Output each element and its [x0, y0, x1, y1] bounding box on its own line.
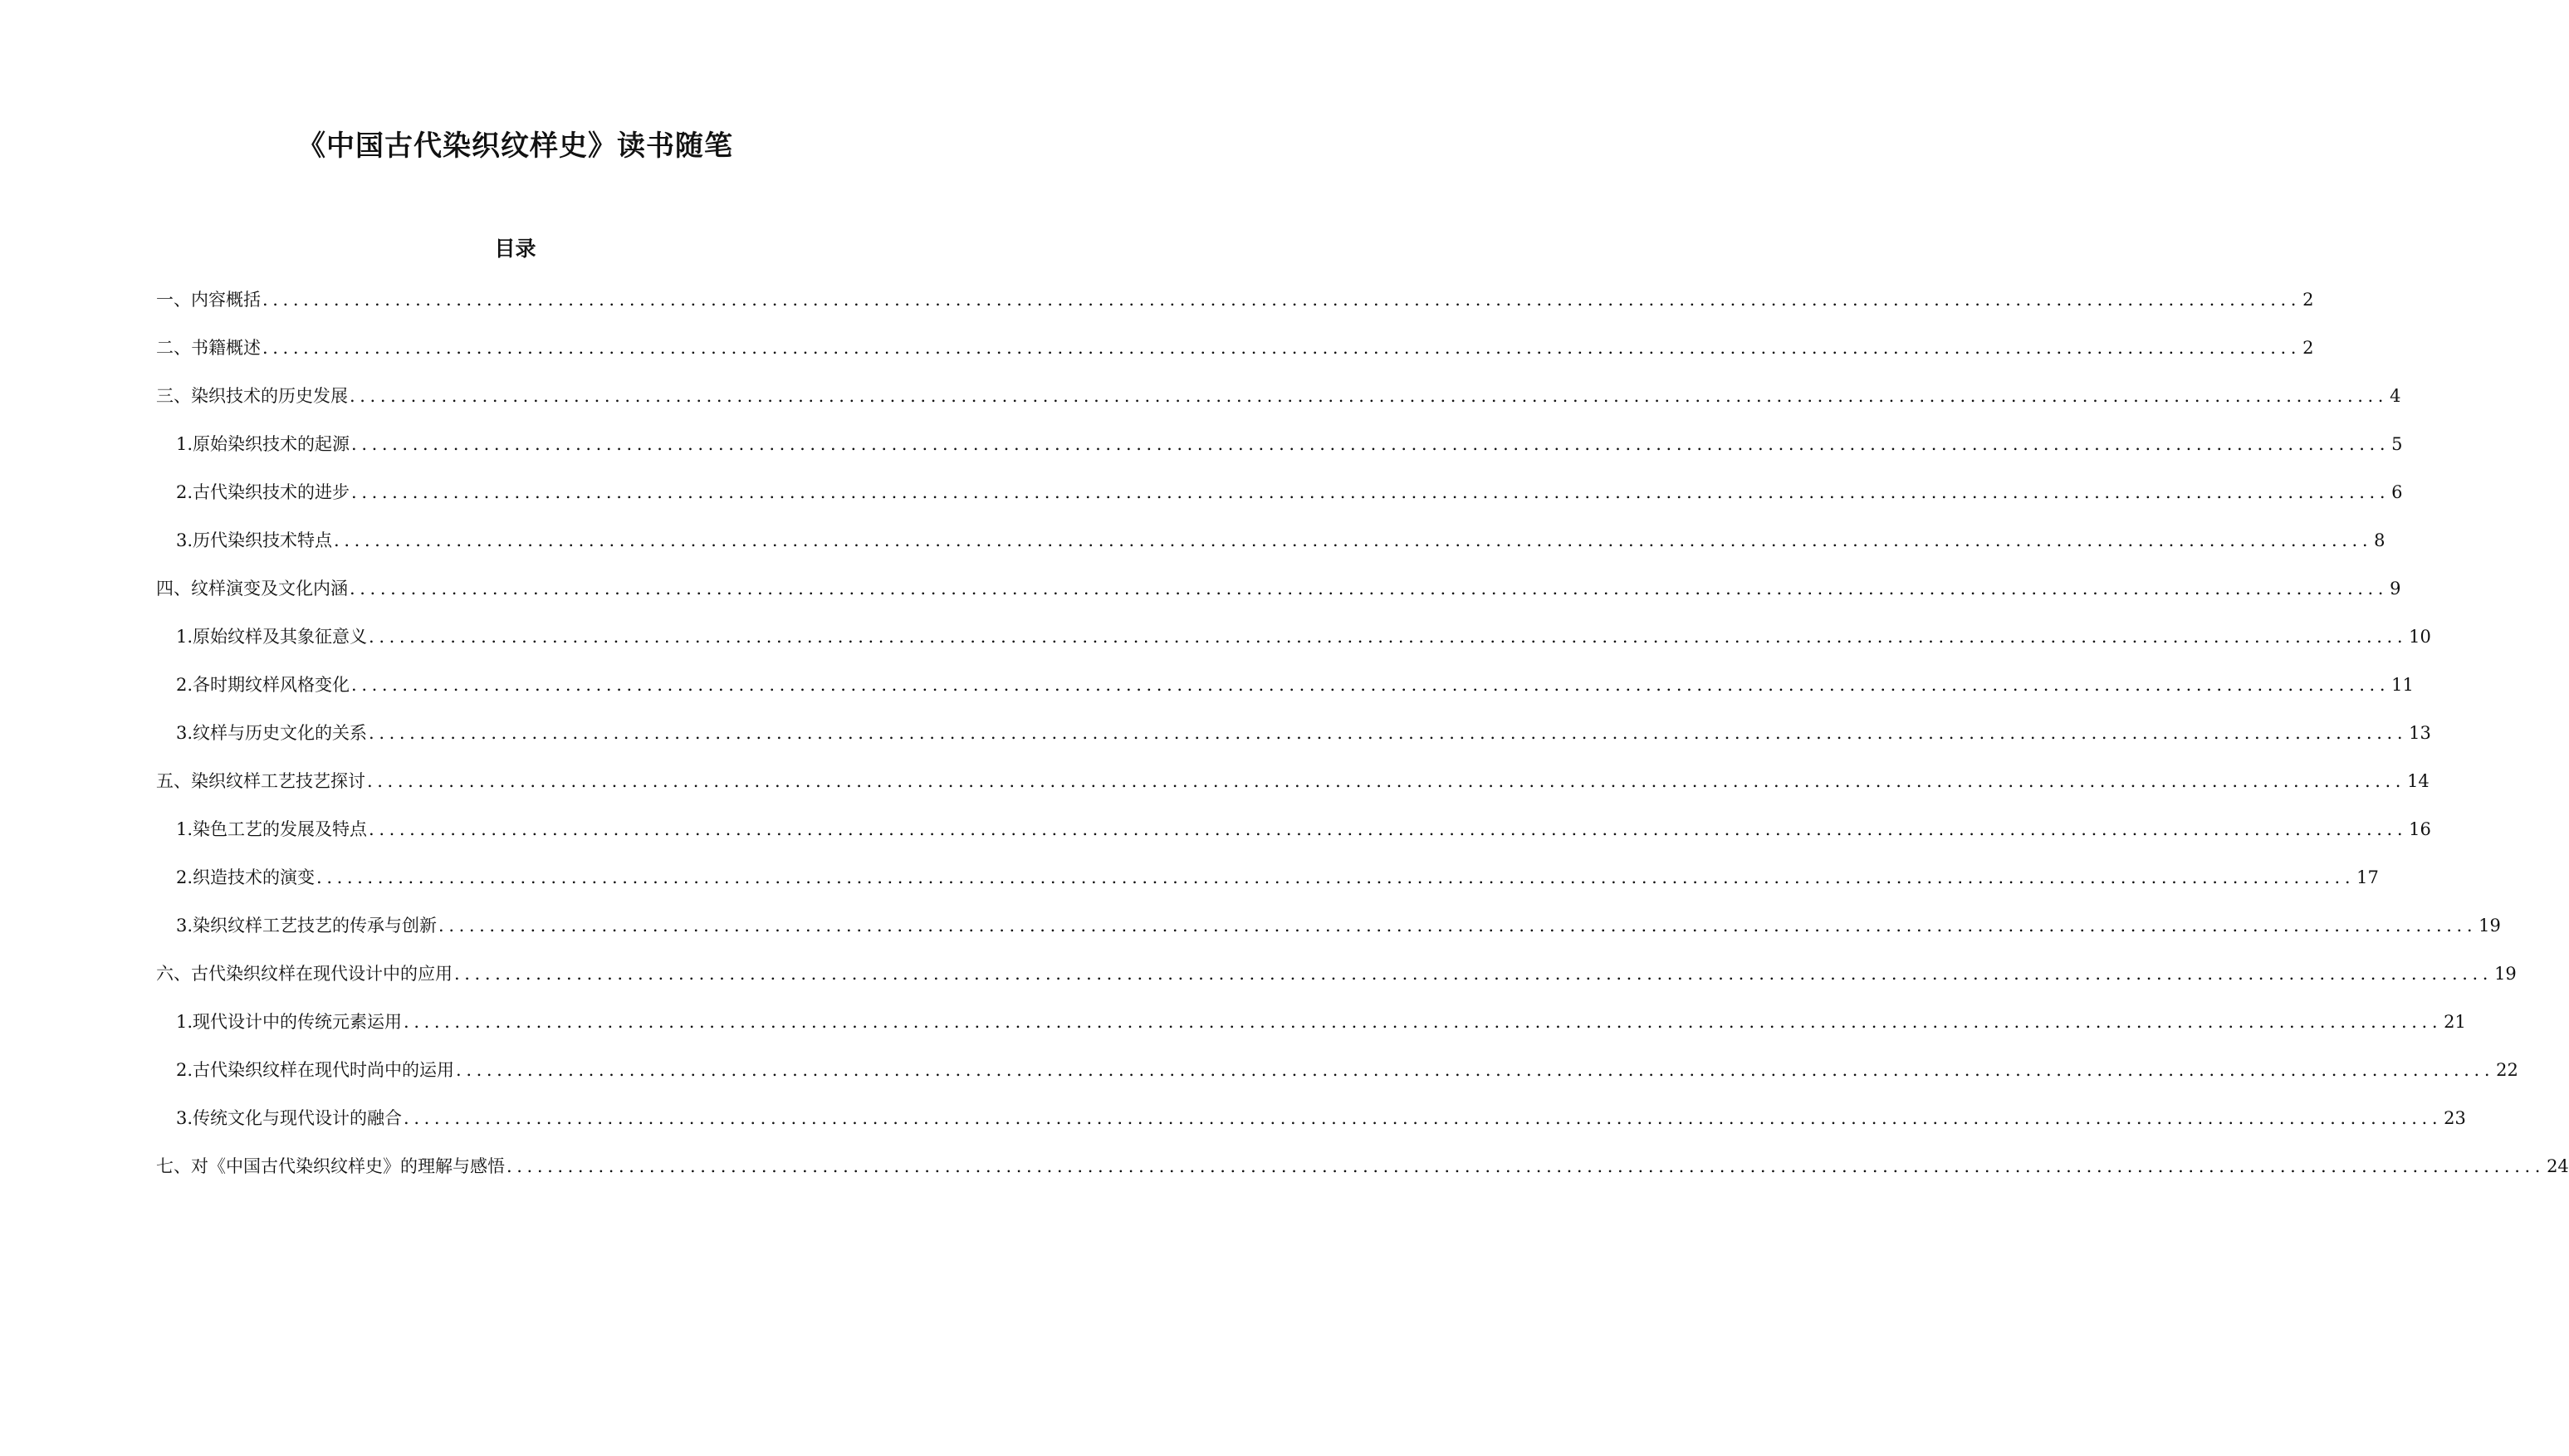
toc-entry-page-number: 22 — [2496, 1060, 2518, 1080]
toc-entry-number: 1. — [176, 1012, 193, 1032]
toc-entry[interactable] — [156, 576, 2401, 601]
toc-heading: 目录 — [494, 237, 536, 261]
toc-entry-page-number: 19 — [2478, 916, 2501, 936]
toc-entry-title: 各时期纹样风格变化 — [193, 675, 350, 695]
toc-dot-leader: ........................................................................................................................................................................................................ — [454, 964, 2493, 984]
toc-entry-title: 五、染织纹样工艺技艺探讨 — [156, 771, 365, 791]
toc-entry-page-number: 8 — [2374, 530, 2386, 550]
toc-dot-leader: ........................................................................................................................................................................................................ — [506, 1156, 2546, 1176]
toc-entry-title: 染织纹样工艺技艺的传承与创新 — [193, 916, 438, 936]
toc-entry-title: 古代染织纹样在现代时尚中的运用 — [193, 1060, 455, 1080]
toc-dot-leader: ........................................................................................................................................................................................................ — [369, 723, 2408, 743]
toc-entry-page-number: 10 — [2409, 627, 2431, 647]
toc-dot-leader: ........................................................................................................................................................................................................ — [334, 530, 2373, 550]
document-title: 《中国古代染织纹样史》读书随笔 — [297, 129, 733, 163]
toc-dot-leader: ........................................................................................................................................................................................................ — [350, 386, 2389, 406]
toc-entry-page-number: 13 — [2409, 723, 2431, 743]
toc-entry-title: 染色工艺的发展及特点 — [193, 819, 368, 839]
toc-entry-page-number: 23 — [2444, 1108, 2466, 1128]
toc-entry[interactable] — [176, 528, 2386, 553]
toc-entry-page-number: 5 — [2391, 434, 2403, 454]
toc-entry-number: 2. — [176, 675, 193, 695]
toc-dot-leader: ........................................................................................................................................................................................................ — [456, 1060, 2495, 1080]
toc-entry-number: 3. — [176, 530, 193, 550]
toc-entry[interactable] — [156, 961, 2517, 986]
toc-entry-page-number: 4 — [2390, 386, 2401, 406]
toc-entry-title: 现代设计中的传统元素运用 — [193, 1012, 403, 1032]
toc-dot-leader: ........................................................................................................................................................................................................ — [438, 916, 2478, 936]
toc-dot-leader: ........................................................................................................................................................................................................ — [351, 434, 2390, 454]
toc-entry-title: 二、书籍概述 — [156, 338, 261, 358]
toc-entry-page-number: 6 — [2391, 482, 2403, 502]
toc-dot-leader: ........................................................................................................................................................................................................ — [367, 771, 2406, 791]
toc-entry-page-number: 2 — [2302, 338, 2314, 358]
toc-entry-page-number: 9 — [2390, 579, 2401, 599]
toc-entry-page-number: 11 — [2391, 675, 2414, 695]
toc-entry-title: 织造技术的演变 — [193, 867, 316, 887]
toc-entry-number: 3. — [176, 723, 193, 743]
toc-dot-leader: ........................................................................................................................................................................................................ — [369, 819, 2408, 839]
toc-entry[interactable] — [156, 335, 2314, 360]
toc-dot-leader: ........................................................................................................................................................................................................ — [350, 579, 2389, 599]
toc-entry-number: 3. — [176, 1108, 193, 1128]
toc-entry-title: 六、古代染织纹样在现代设计中的应用 — [156, 964, 453, 984]
toc-dot-leader: ........................................................................................................................................................................................................ — [351, 482, 2390, 502]
toc-entry-title: 传统文化与现代设计的融合 — [193, 1108, 403, 1128]
toc-entry-page-number: 17 — [2356, 867, 2379, 887]
toc-entry[interactable] — [176, 432, 2403, 457]
toc-entry[interactable] — [156, 769, 2430, 794]
toc-entry-number: 1. — [176, 819, 193, 839]
toc-dot-leader: ........................................................................................................................................................................................................ — [262, 290, 2302, 310]
toc-entry-title: 七、对《中国古代染织纹样史》的理解与感悟 — [156, 1156, 505, 1176]
toc-entry-page-number: 2 — [2302, 290, 2314, 310]
toc-entry-number: 1. — [176, 627, 193, 647]
toc-entry-number: 3. — [176, 916, 193, 936]
toc-entry-number: 2. — [176, 482, 193, 502]
toc-entry-number: 2. — [176, 867, 193, 887]
toc-entry[interactable] — [176, 624, 2431, 649]
toc-entry-number: 1. — [176, 434, 193, 454]
toc-dot-leader: ........................................................................................................................................................................................................ — [404, 1108, 2443, 1128]
toc-entry-page-number: 21 — [2444, 1012, 2466, 1032]
toc-dot-leader: ........................................................................................................................................................................................................ — [404, 1012, 2443, 1032]
toc-entry[interactable] — [176, 721, 2431, 745]
toc-entry-title: 原始纹样及其象征意义 — [193, 627, 368, 647]
toc-entry[interactable] — [176, 817, 2431, 842]
toc-entry-title: 三、染织技术的历史发展 — [156, 386, 348, 406]
toc-entry[interactable] — [176, 913, 2501, 938]
toc-dot-leader: ........................................................................................................................................................................................................ — [316, 867, 2356, 887]
toc-entry[interactable] — [176, 1058, 2518, 1082]
toc-entry-title: 原始染织技术的起源 — [193, 434, 350, 454]
toc-entry-title: 一、内容概括 — [156, 290, 261, 310]
toc-entry[interactable] — [156, 1154, 2569, 1179]
toc-entry-title: 四、纹样演变及文化内涵 — [156, 579, 348, 599]
toc-entry[interactable] — [156, 287, 2314, 312]
toc-entry[interactable] — [176, 672, 2414, 697]
toc-dot-leader: ........................................................................................................................................................................................................ — [351, 675, 2390, 695]
toc-entry-page-number: 16 — [2409, 819, 2431, 839]
toc-dot-leader: ........................................................................................................................................................................................................ — [369, 627, 2408, 647]
toc-entry[interactable] — [156, 384, 2401, 408]
toc-entry-page-number: 24 — [2547, 1156, 2569, 1176]
toc-entry-number: 2. — [176, 1060, 193, 1080]
toc-entry-page-number: 14 — [2407, 771, 2430, 791]
toc-entry[interactable] — [176, 1009, 2466, 1034]
toc-dot-leader: ........................................................................................................................................................................................................ — [262, 338, 2302, 358]
toc-entry[interactable] — [176, 1106, 2466, 1131]
toc-entry-title: 纹样与历史文化的关系 — [193, 723, 368, 743]
toc-entry[interactable] — [176, 480, 2403, 505]
toc-entry-title: 古代染织技术的进步 — [193, 482, 350, 502]
toc-entry-page-number: 19 — [2494, 964, 2517, 984]
toc-entry-title: 历代染织技术特点 — [193, 530, 333, 550]
toc-entry[interactable] — [176, 865, 2379, 890]
